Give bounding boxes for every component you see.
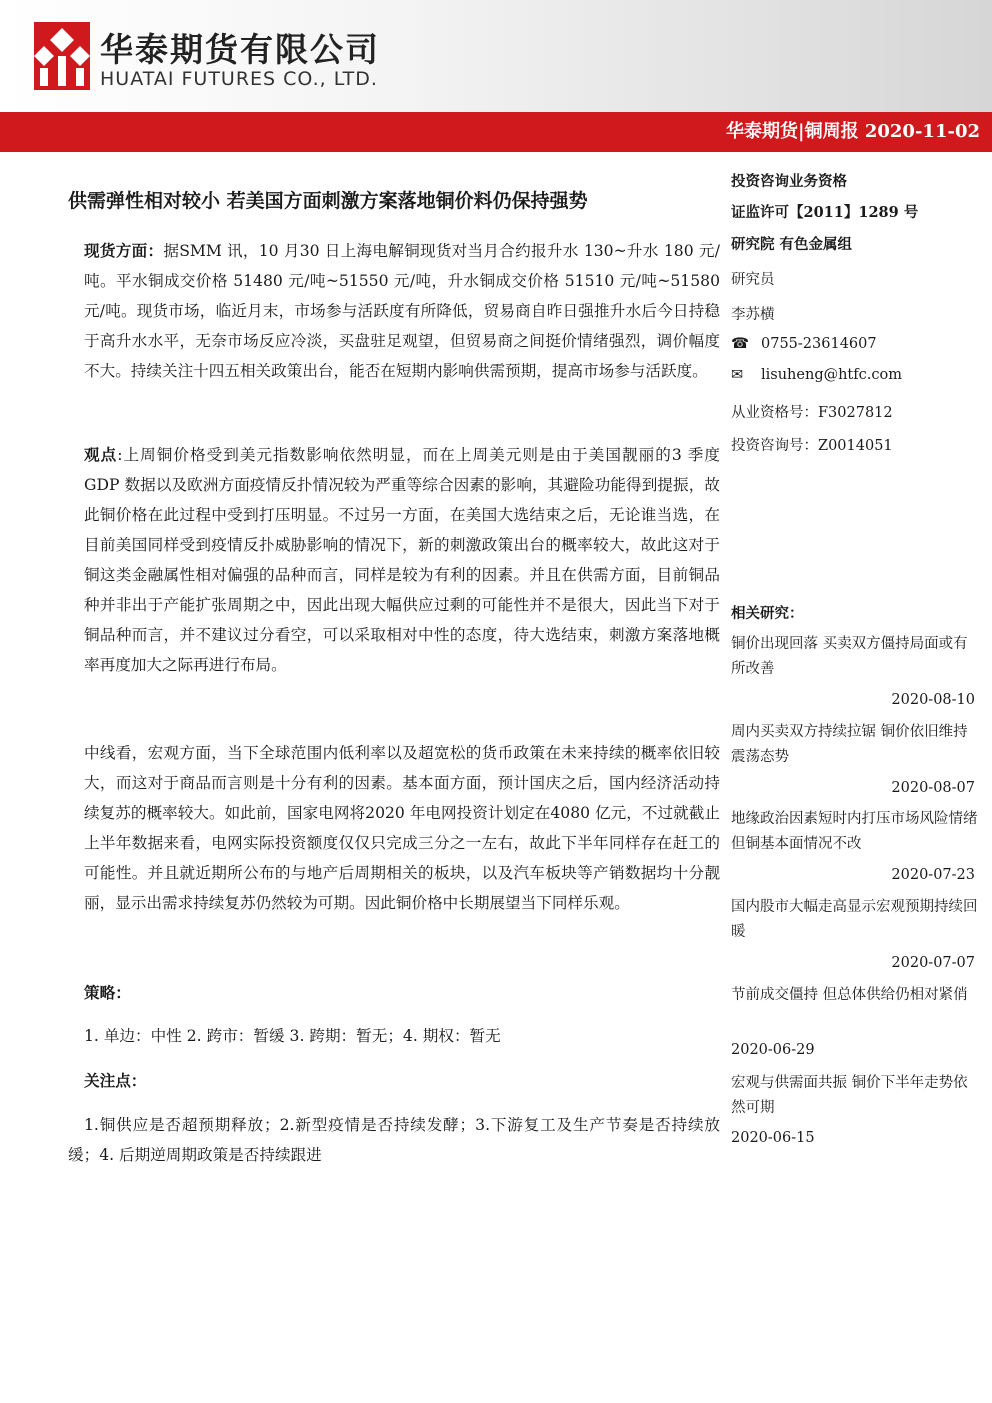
related-item-date: 2020-06-29 bbox=[731, 1042, 815, 1058]
view-label: 观点 bbox=[84, 445, 118, 464]
related-item-title[interactable]: 铜价出现回落 买卖双方僵持局面或有所改善 bbox=[731, 636, 968, 677]
spot-label: 现货方面： bbox=[84, 241, 164, 260]
company-logo-icon bbox=[34, 22, 90, 90]
related-item-title[interactable]: 国内股市大幅走高显示宏观预期持续回暖 bbox=[731, 899, 978, 940]
related-item-title[interactable]: 节前成交僵持 但总体供给仍相对紧俏 bbox=[731, 987, 968, 1003]
strategy-text: 1. 单边：中性 2. 跨市：暂缓 3. 跨期：暂无；4. 期权：暂无 bbox=[84, 1027, 501, 1045]
related-item-title[interactable]: 周内买卖双方持续拉锯 铜价依旧维持震荡态势 bbox=[731, 724, 968, 765]
related-item-date: 2020-08-07 bbox=[891, 780, 975, 796]
institute-name: 研究院 有色金属组 bbox=[731, 236, 853, 253]
phone-number: 0755-23614607 bbox=[761, 336, 877, 352]
report-title: 供需弹性相对较小 若美国方面刺激方案落地铜价料仍保持强势 bbox=[68, 190, 588, 212]
phone-row bbox=[731, 336, 877, 352]
related-item-date: 2020-07-07 bbox=[891, 955, 975, 971]
focus-text: 1.铜供应是否超预期释放；2.新型疫情是否持续发酵；3.下游复工及生产节奏是否持续放缓；4. 后期逆周期政策是否持续跟进 bbox=[68, 1116, 720, 1164]
midline-section bbox=[84, 738, 720, 918]
related-item-title[interactable]: 地缘政治因素短时内打压市场风险情绪 但铜基本面情况不改 bbox=[731, 811, 978, 852]
consult-certificate: 投资咨询号：Z0014051 bbox=[731, 438, 893, 454]
view-text: :上周铜价格受到美元指数影响依然明显，而在上周美元则是由于美国靓丽的3 季度 GDP 数据以及欧洲方面疫情反扑情况较为严重等综合因素的影响，其避险功能得到提振，故此铜价格在此过程中受到打压明显。不过另一方面，在美国大选结束之后，无论谁当选，在目前美国同样受到疫情反扑威胁影响的情况下，新的刺激政策出台的概率较大，故此这对于铜这类金融属性相对偏强的品种而言，同样是较为有利的因素。并且在供需方面，目前铜品种并非出于产能扩张周期之中，因此出现大幅供应过剩的可能性并不是很大，因此当下对于铜品种而言，并不建议过分看空，可以采取相对中性的态度，待大选结束，刺激方案落地概率再度加大之际再进行布局。 bbox=[84, 446, 720, 674]
envelope-icon: ✉ bbox=[731, 367, 744, 383]
page-header bbox=[0, 0, 992, 112]
related-item-date: 2020-07-23 bbox=[891, 867, 975, 883]
related-item-date: 2020-08-10 bbox=[891, 692, 975, 708]
report-id: 华泰期货|铜周报 2020-11-02 bbox=[726, 121, 980, 142]
report-banner bbox=[0, 112, 992, 152]
spot-text: 据SMM 讯，10 月30 日上海电解铜现货对当月合约报升水 130~升水 180 元/吨。平水铜成交价格 51480 元/吨~51550 元/吨，升水铜成交价格 51510 元/吨~51580 元/吨。现货市场，临近月末，市场参与活跃度有所降低，贸易商自昨日强推升水后今日持稳于高升水水平，无奈市场反应冷淡，买盘驻足观望，但贸易商之间挺价情绪强烈，调价幅度不大。持续关注十四五相关政策出台，能否在短期内影响供需预期，提高市场参与活跃度。 bbox=[84, 242, 720, 380]
related-item-date: 2020-06-15 bbox=[731, 1130, 815, 1146]
strategy-label: 策略： bbox=[84, 983, 131, 1002]
license-number: 证监许可【2011】1289 号 bbox=[731, 204, 919, 221]
qualification-title: 投资咨询业务资格 bbox=[731, 173, 847, 190]
role-label: 研究员 bbox=[731, 272, 775, 288]
midline-text: 中线看，宏观方面，当下全球范围内低利率以及超宽松的货币政策在未来持续的概率依旧较大，而这对于商品而言则是十分有利的因素。基本面方面，预计国庆之后，国内经济活动持续复苏的概率较大。如此前，国家电网将2020 年电网投资计划定在4080 亿元，不过就截止上半年数据来看，电网实际投资额度仅仅只完成三分之一左右，故此下半年同样存在赶工的可能性。并且就近期所公布的与地产后周期相关的板块，以及汽车板块等产销数据均十分靓丽，显示出需求持续复苏仍然较为可期。因此铜价格中长期展望当下同样乐观。 bbox=[84, 744, 720, 912]
view-section bbox=[84, 440, 720, 680]
related-item-title[interactable]: 宏观与供需面共振 铜价下半年走势依然可期 bbox=[731, 1075, 968, 1116]
researcher-name: 李苏横 bbox=[731, 307, 775, 323]
email-row bbox=[731, 367, 902, 383]
phone-icon: ☎ bbox=[731, 336, 750, 352]
company-name-cn: 华泰期货有限公司 bbox=[100, 30, 380, 69]
spot-section bbox=[84, 236, 720, 386]
focus-label: 关注点： bbox=[84, 1071, 147, 1090]
practice-certificate: 从业资格号：F3027812 bbox=[731, 405, 893, 421]
related-research-title: 相关研究： bbox=[731, 605, 804, 622]
email-address[interactable]: lisuheng@htfc.com bbox=[761, 367, 902, 383]
company-name-en: HUATAI FUTURES CO., LTD. bbox=[100, 68, 378, 90]
